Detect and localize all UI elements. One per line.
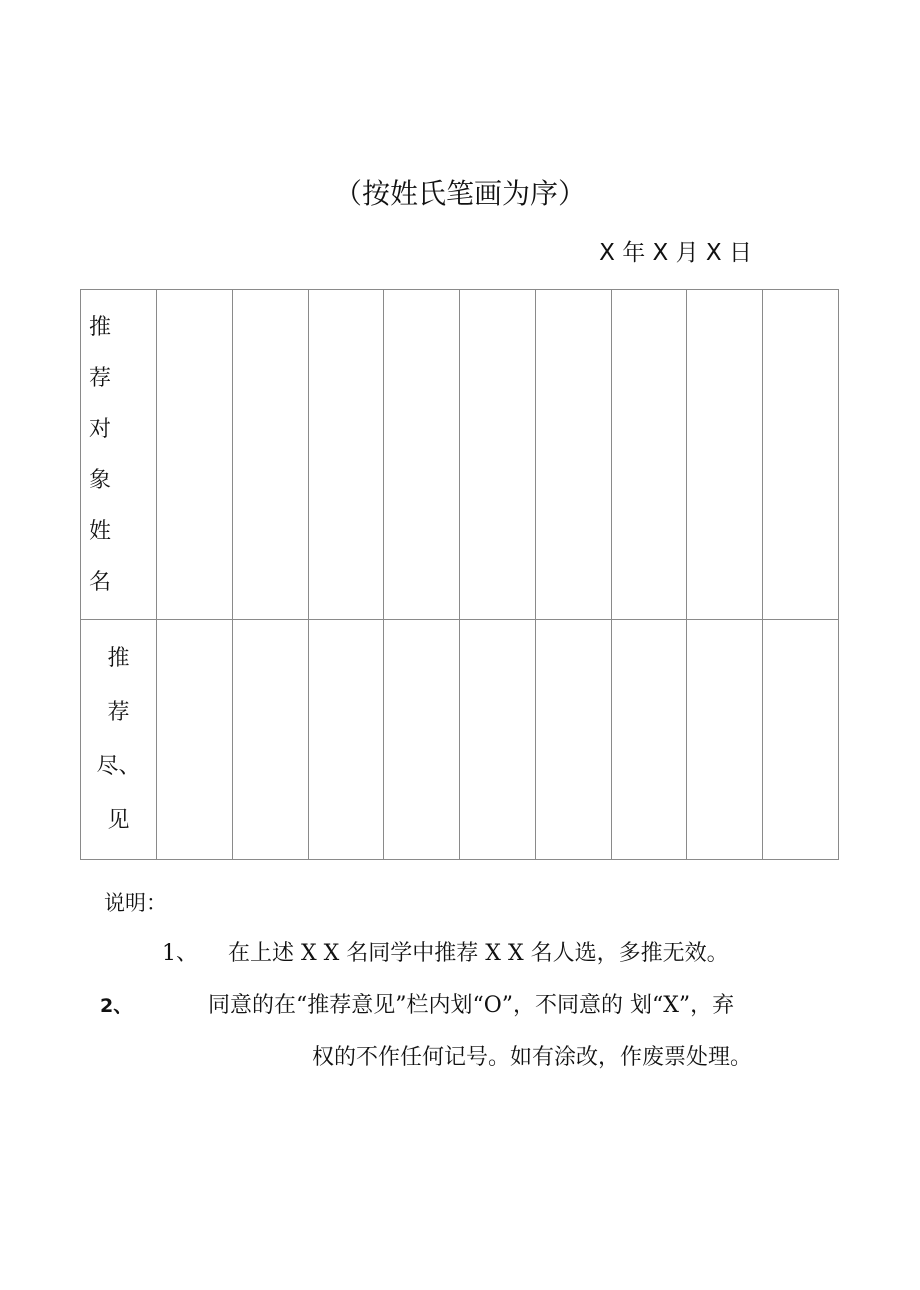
notes-heading: 说明：	[104, 891, 167, 915]
candidate-name-cell[interactable]	[460, 290, 536, 620]
candidate-name-cell[interactable]	[535, 290, 611, 620]
candidate-name-cell[interactable]	[687, 290, 763, 620]
opinion-cell[interactable]	[384, 620, 460, 860]
candidate-name-cell[interactable]	[611, 290, 687, 620]
candidate-names-row	[81, 290, 839, 620]
opinion-row-label: 推 荐 尽、 见	[81, 620, 157, 860]
candidate-name-cell[interactable]	[384, 290, 460, 620]
candidate-name-cell[interactable]	[308, 290, 384, 620]
note-text: 同意的在“推荐意见”栏内划“O”，不同意的 划“X”，弃	[208, 993, 735, 1018]
opinion-cell[interactable]	[232, 620, 308, 860]
candidate-name-cell[interactable]	[232, 290, 308, 620]
note-number: 1、	[162, 941, 198, 966]
opinion-cell[interactable]	[763, 620, 839, 860]
opinion-cell[interactable]	[611, 620, 687, 860]
names-row-label: 推 荐 对 象 姓 名	[81, 290, 157, 620]
note-item-2	[100, 988, 734, 1019]
ballot-table	[80, 289, 839, 860]
opinion-cell[interactable]	[535, 620, 611, 860]
opinion-cell[interactable]	[157, 620, 233, 860]
note-item-2-continuation: 权的不作任何记号。如有涂改，作废票处理。	[312, 1045, 753, 1070]
page-title: （按姓氏笔画为序）	[333, 177, 586, 210]
opinion-row	[81, 620, 839, 860]
date-line: X 年 X 月 X 日	[599, 240, 752, 266]
candidate-name-cell[interactable]	[157, 290, 233, 620]
note-text: 在上述 X X 名同学中推荐 X X 名人选，多推无效。	[228, 941, 729, 966]
candidate-name-cell[interactable]	[763, 290, 839, 620]
opinion-cell[interactable]	[460, 620, 536, 860]
opinion-cell[interactable]	[308, 620, 384, 860]
opinion-cell[interactable]	[687, 620, 763, 860]
note-item-1	[162, 936, 729, 967]
note-number: 2、	[100, 995, 133, 1017]
